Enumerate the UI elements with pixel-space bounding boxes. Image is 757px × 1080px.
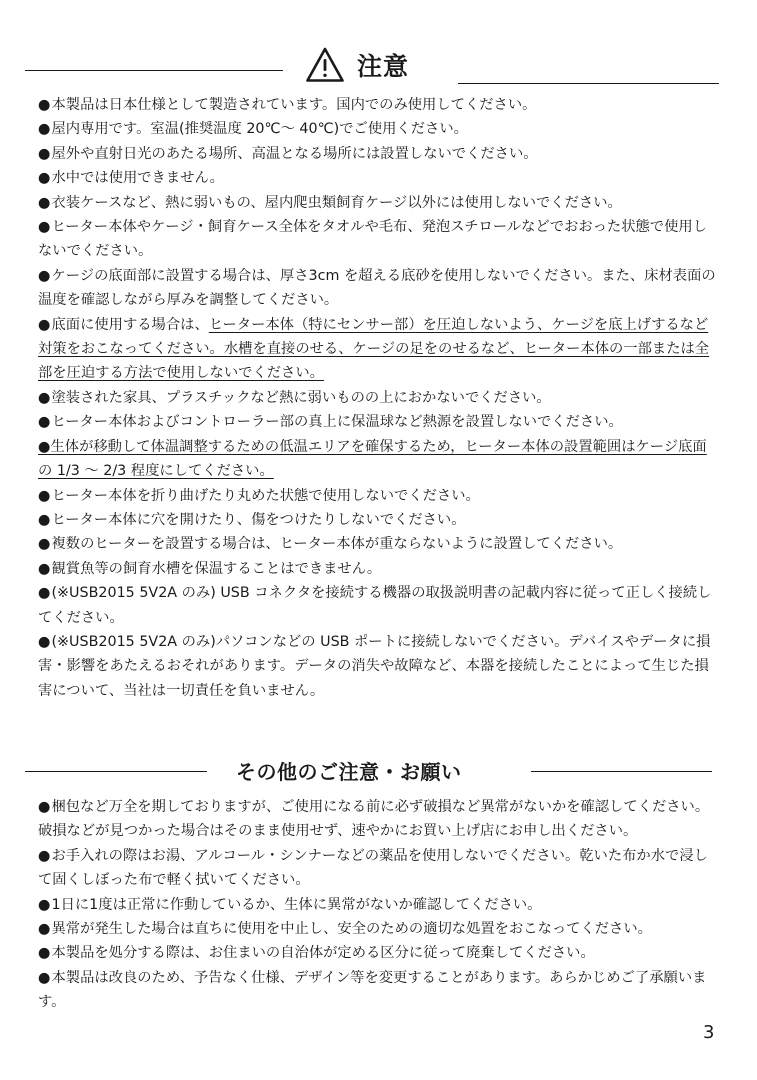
- item-text: ヒーター本体やケージ・飼育ケース全体をタオルや毛布、発泡スチロールなどでおおった状態で使用しないでください。: [38, 219, 707, 260]
- item-text: (※USB2015 5V2A のみ)パソコンなどの USB ポートに接続しないでください。デバイスやデータに損害・影響をあたえるおそれがあります。データの消失や故障など、本器を接続したことによって生じた損害について、当社は一切責任を負いません。: [38, 633, 711, 699]
- bullet: ●: [38, 560, 51, 577]
- item-text: 衣装ケースなど、熱に弱いもの、屋内爬虫類飼育ケージ以外には使用しないでください。: [51, 194, 622, 211]
- page-number: 3: [703, 1022, 715, 1043]
- bullet: ●: [38, 921, 51, 938]
- heading-rule-right: [531, 771, 712, 772]
- item-text: 梱包など万全を期しておりますが、ご使用になる前に必ず破損など異常がないかを確認してください。破損などが見つかった場合はそのまま使用せず、速やかにお買い上げ店にお申し出ください。: [38, 799, 710, 840]
- list-item: [38, 166, 719, 190]
- bullet: ●: [38, 389, 51, 406]
- warning-triangle-icon: [305, 46, 345, 84]
- underlined-text: ヒーター本体（特にセンサー部）を圧迫しないよう、ケージを底上げするなど対策をおこなってください。水槽を直接のせる、ケージの足をのせるなど、ヒーター本体の一部または全部を圧迫する方法で使用しないでください。: [38, 316, 710, 382]
- list-item: [38, 966, 719, 1015]
- bullet: ●: [38, 267, 51, 284]
- bullet: ●: [38, 219, 51, 236]
- list-item: [38, 435, 719, 484]
- bullet: ●: [38, 414, 51, 431]
- other-notes-heading: [0, 756, 757, 790]
- list-item: [38, 142, 719, 166]
- item-text: ヒーター本体およびコントローラー部の真上に保温球など熱源を設置しないでください。: [51, 414, 623, 431]
- bullet: ●: [38, 896, 51, 913]
- item-text: 異常が発生した場合は直ちに使用を中止し、安全のための適切な処置をおこなってください。: [51, 921, 652, 938]
- list-item: [38, 941, 719, 965]
- other-notes-list: [38, 795, 719, 1015]
- item-text: 屋内専用です。室温(推奨温度 20℃～ 40℃)でご使用ください。: [51, 121, 468, 138]
- caution-list: [38, 93, 719, 703]
- item-text: 塗装された家具、プラスチックなど熱に弱いものの上におかないでください。: [51, 389, 551, 406]
- item-text: 本製品は改良のため、予告なく仕様、デザイン等を変更することがあります。あらかじめご了承願います。: [38, 969, 707, 1011]
- bullet: ●: [38, 585, 51, 602]
- item-text: 1日に1度は正常に作動しているか、生体に異常がないか確認してください。: [51, 896, 542, 913]
- bullet: ●: [38, 487, 51, 504]
- list-item: [38, 93, 719, 117]
- list-item: [38, 557, 719, 581]
- list-item: [38, 508, 719, 532]
- item-text: お手入れの際はお湯、アルコール・シンナーなどの薬品を使用しないでください。乾いた布か水で浸して固くしぼった布で軽く拭いてください。: [38, 847, 708, 889]
- item-text: 水中では使用できません。: [51, 170, 224, 187]
- list-item: [38, 844, 719, 893]
- bullet: ●: [38, 847, 51, 864]
- bullet: ●: [38, 633, 51, 650]
- item-text: 複数のヒーターを設置する場合は、ヒーター本体が重ならないように設置してください。: [51, 536, 623, 553]
- item-text: ヒーター本体を折り曲げたり丸めた状態で使用しないでください。: [51, 487, 480, 504]
- bullet: ●: [38, 799, 51, 815]
- heading-rule-right: [458, 83, 719, 84]
- item-text: 屋外や直射日光のあたる場所、高温となる場所には設置しないでください。: [51, 145, 538, 162]
- bullet: ●: [38, 511, 51, 528]
- bullet: ●: [38, 170, 51, 187]
- heading-rule-left: [25, 70, 283, 71]
- bullet: ●: [38, 121, 51, 138]
- item-text: 底面に使用する場合は、: [51, 316, 209, 333]
- item-text: 観賞魚等の飼育水槽を保温することはできません。: [51, 560, 382, 577]
- bullet: ●: [38, 97, 51, 113]
- bullet: ●: [38, 316, 51, 333]
- item-text: 本製品は日本仕様として製造されています。国内でのみ使用してください。: [51, 97, 537, 113]
- list-item: [38, 215, 719, 264]
- list-item: [38, 795, 719, 844]
- list-item: [38, 313, 719, 386]
- bullet: ●: [38, 945, 51, 962]
- list-item: [38, 917, 719, 941]
- other-notes-title: その他のご注意・お願い: [236, 760, 462, 784]
- bullet: ●: [38, 194, 51, 211]
- bullet: ●: [38, 969, 51, 986]
- item-text: ヒーター本体に穴を開けたり、傷をつけたりしないでください。: [51, 511, 466, 528]
- list-item: [38, 630, 719, 703]
- caution-heading: [0, 46, 757, 90]
- list-item: [38, 264, 719, 313]
- list-item: [38, 581, 719, 630]
- item-text: ケージの底面部に設置する場合は、厚さ3cm を超える底砂を使用しないでください。また、床材表面の温度を確認しながら厚みを調整してください。: [38, 267, 716, 309]
- list-item: [38, 484, 719, 508]
- list-item: [38, 117, 719, 141]
- underlined-text: ●生体が移動して体温調整するための低温エリアを確保するため，ヒーター本体の設置範囲はケージ底面の 1/3 ～ 2/3 程度にしてください。: [38, 438, 707, 480]
- list-item: [38, 410, 719, 434]
- caution-title-group: [305, 46, 409, 84]
- list-item: [38, 893, 719, 917]
- item-text: (※USB2015 5V2A のみ) USB コネクタを接続する機器の取扱説明書の記載内容に従って正しく接続してください。: [38, 585, 712, 626]
- bullet: ●: [38, 536, 51, 553]
- caution-title: 注意: [357, 52, 410, 81]
- heading-rule-left: [25, 771, 207, 772]
- item-text: 本製品を処分する際は、お住まいの自治体が定める区分に従って廃棄してください。: [51, 945, 595, 962]
- list-item: [38, 191, 719, 215]
- bullet: ●: [38, 145, 51, 162]
- list-item: [38, 532, 719, 556]
- list-item: [38, 386, 719, 410]
